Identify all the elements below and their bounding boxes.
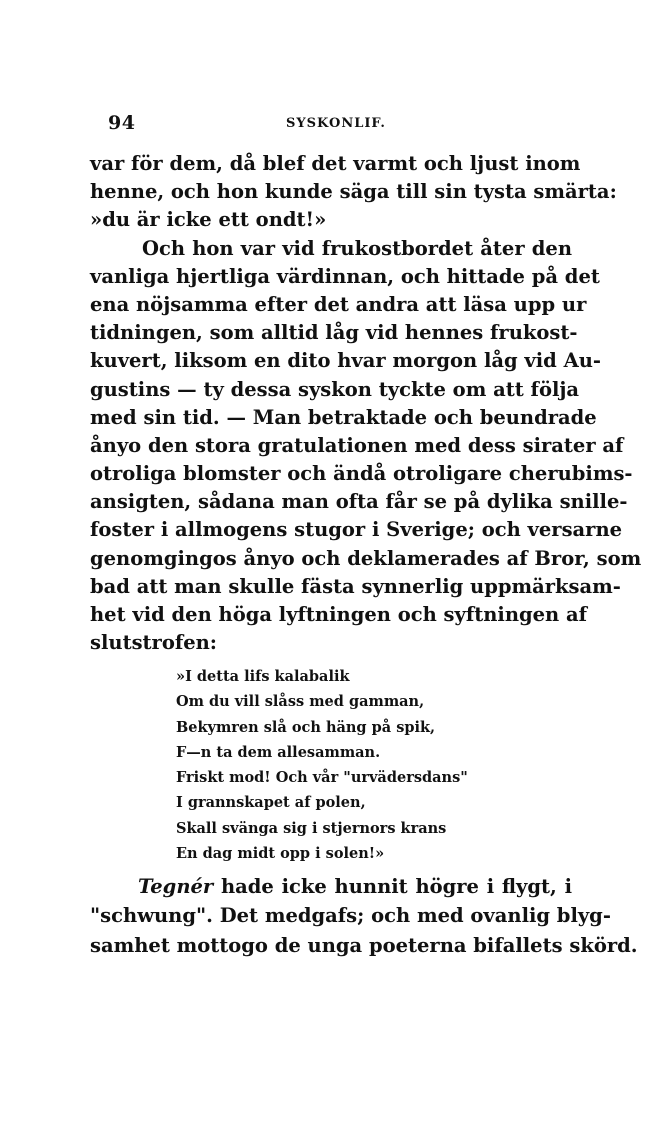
text-line: ansigten, sådana man ofta får se på dylika snille- — [90, 490, 628, 514]
poem-line: Friskt mod! Och vår "urvädersdans" — [176, 769, 468, 787]
text-line: foster i allmogens stugor i Sverige; och versarne — [90, 518, 623, 542]
poem-line: Bekymren slå och häng på spik, — [176, 718, 436, 736]
text-line: gustins — ty dessa syskon tyckte om att följa — [90, 377, 580, 401]
closing-paragraph — [90, 872, 638, 960]
running-title: SYSKONLIF. — [286, 116, 386, 131]
poem-line: Skall svänga sig i stjernors krans — [176, 819, 447, 837]
page-header — [108, 112, 568, 138]
poem-line: »I detta lifs kalabalik — [176, 668, 350, 685]
text-line: het vid den höga lyftningen och syftningen af — [90, 603, 588, 626]
text-fragment: hade icke hunnit högre i flygt, i — [220, 875, 572, 898]
page-number: 94 — [108, 112, 136, 134]
text-line: med sin tid. — Man betraktade och beundrade — [90, 405, 597, 429]
text-line: var för dem, då blef det varmt och ljust inom — [90, 152, 581, 175]
text-line: »du är icke ett ondt!» — [90, 208, 327, 232]
text-line: kuvert, liksom en dito hvar morgon låg vid Au- — [90, 349, 601, 373]
text-line: vanliga hjertliga värdinnan, och hittade på det — [90, 264, 600, 288]
text-line: henne, och hon kunde säga till sin tysta smärta: — [90, 180, 617, 204]
text-line — [90, 872, 572, 901]
text-line: slutstrofen: — [90, 631, 218, 655]
text-line: bad att man skulle fästa synnerlig uppmärksam- — [90, 574, 621, 598]
text-line: "schwung". Det medgafs; och med ovanlig blyg- — [90, 904, 611, 928]
text-line: Och hon var vid frukostbordet åter den — [142, 236, 572, 260]
text-line: tidningen, som alltid låg vid hennes frukost- — [90, 321, 578, 345]
text-line: ånyo den stora gratulationen med dess sirater af — [90, 433, 624, 457]
poem-line: F—n ta dem allesamman. — [176, 743, 381, 761]
poem-line: Om du vill slåss med gamman, — [176, 693, 425, 711]
author-name: Tegnér — [138, 875, 214, 898]
body-paragraphs — [90, 150, 642, 657]
text-line: samhet mottogo de unga poeterna bifallets skörd. — [90, 933, 638, 957]
text-line: otroliga blomster och ändå otroligare cherubims- — [90, 462, 633, 486]
text-line: genomgingos ånyo och deklamerades af Bror, som — [90, 546, 642, 570]
poem-line: En dag midt opp i solen!» — [176, 845, 385, 863]
poem-line: I grannskapet af polen, — [176, 794, 366, 812]
text-line: ena nöjsamma efter det andra att läsa upp ur — [90, 292, 587, 316]
poem-stanza — [176, 664, 476, 866]
